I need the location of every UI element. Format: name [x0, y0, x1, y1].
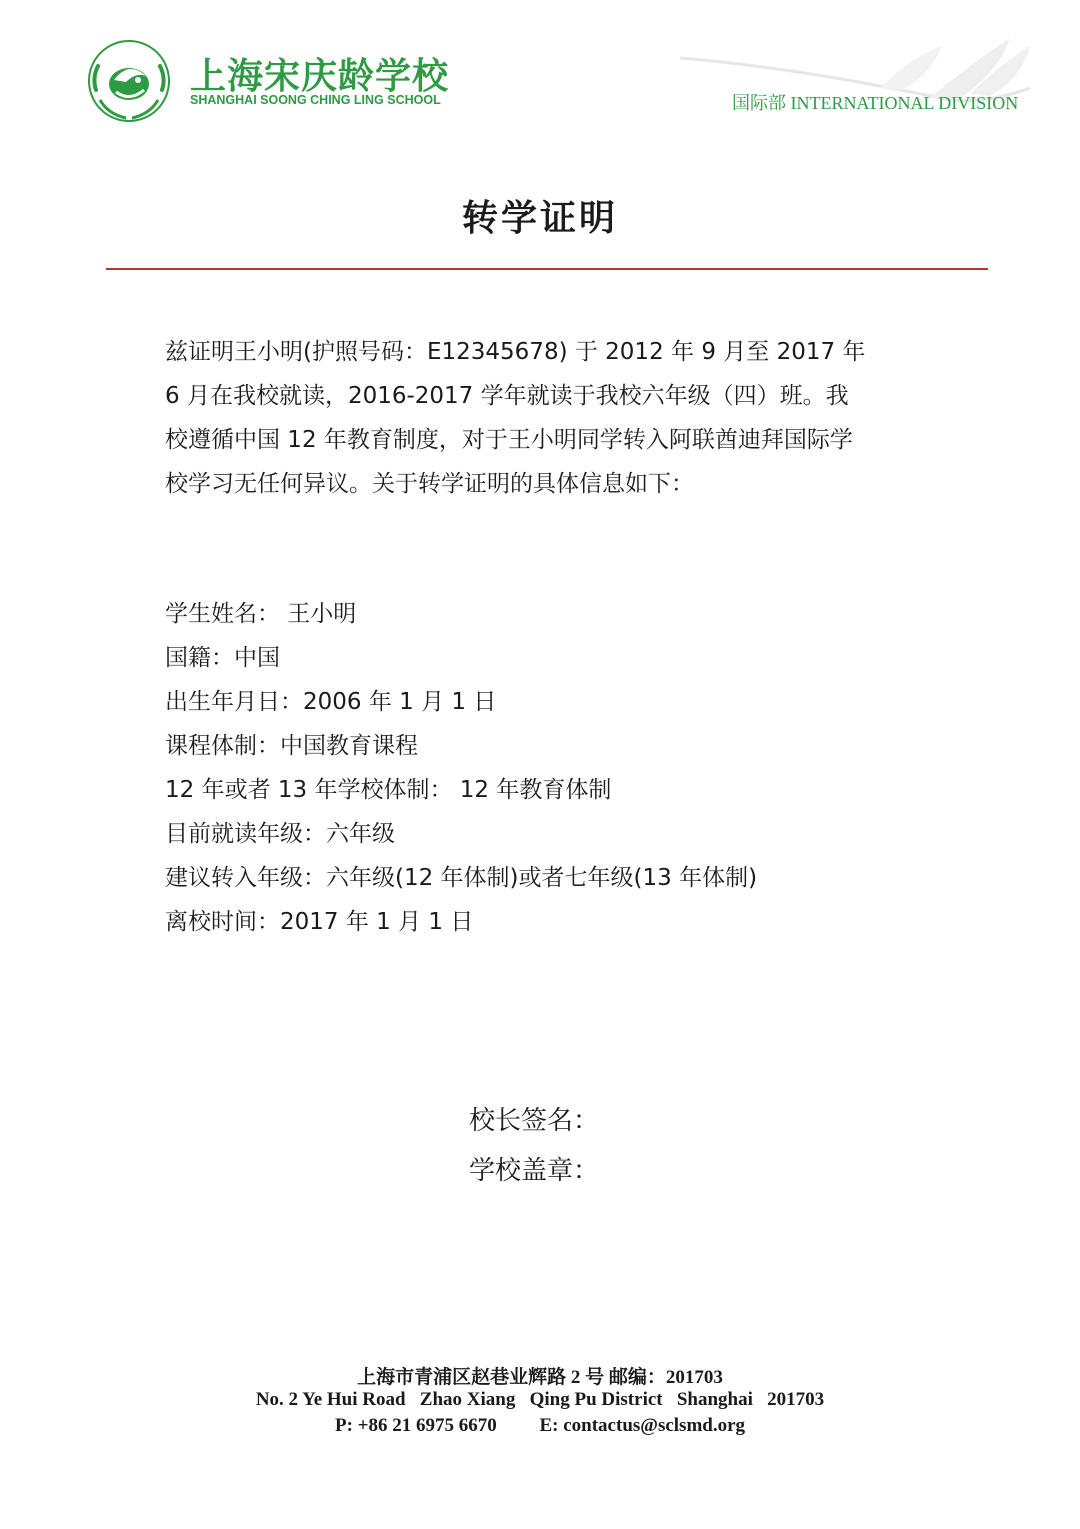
document-title: 转学证明	[461, 198, 618, 239]
school-logo	[86, 38, 172, 124]
field-birthdate: 出生年月日：2006 年 1 月 1 日	[165, 689, 497, 715]
footer-contact: P: +86 21 6975 6670 E: contactus@sclsmd.org	[334, 1415, 746, 1436]
paragraph-line: 兹证明王小明(护照号码：E12345678) 于 2012 年 9 月至 2017 年	[165, 339, 866, 365]
field-current-grade: 目前就读年级：六年级	[165, 821, 395, 847]
footer-address-en: No. 2 Ye Hui Road Zhao Xiang Qing Pu District Shanghai 201703	[255, 1389, 825, 1410]
field-student-name: 学生姓名： 王小明	[165, 601, 357, 627]
footer-address-cn: 上海市青浦区赵巷业辉路 2 号 邮编：201703	[357, 1367, 723, 1388]
paragraph-line: 6 月在我校就读，2016-2017 学年就读于我校六年级（四）班。我	[165, 383, 849, 409]
student-info-list	[165, 592, 757, 944]
field-school-system: 12 年或者 13 年学校体制： 12 年教育体制	[165, 777, 612, 803]
field-curriculum: 课程体制：中国教育课程	[165, 733, 418, 759]
paragraph-line: 校学习无任何异议。关于转学证明的具体信息如下：	[165, 471, 694, 497]
title-divider	[106, 268, 988, 270]
field-nationality: 国籍：中国	[165, 645, 280, 671]
division-label: 国际部 INTERNATIONAL DIVISION	[732, 93, 1019, 113]
field-suggested-grade: 建议转入年级：六年级(12 年体制)或者七年级(13 年体制)	[165, 865, 758, 891]
principal-signature-label: 校长签名：	[469, 1106, 600, 1136]
school-name-cn: 上海宋庆龄学校	[190, 55, 450, 97]
school-name-en: SHANGHAI SOONG CHING LING SCHOOL	[190, 93, 441, 107]
school-seal-label: 学校盖章：	[469, 1156, 600, 1186]
certificate-paragraph	[165, 330, 925, 506]
field-leave-date: 离校时间：2017 年 1 月 1 日	[165, 909, 474, 935]
paragraph-line: 校遵循中国 12 年教育制度，对于王小明同学转入阿联酋迪拜国际学	[165, 427, 853, 453]
